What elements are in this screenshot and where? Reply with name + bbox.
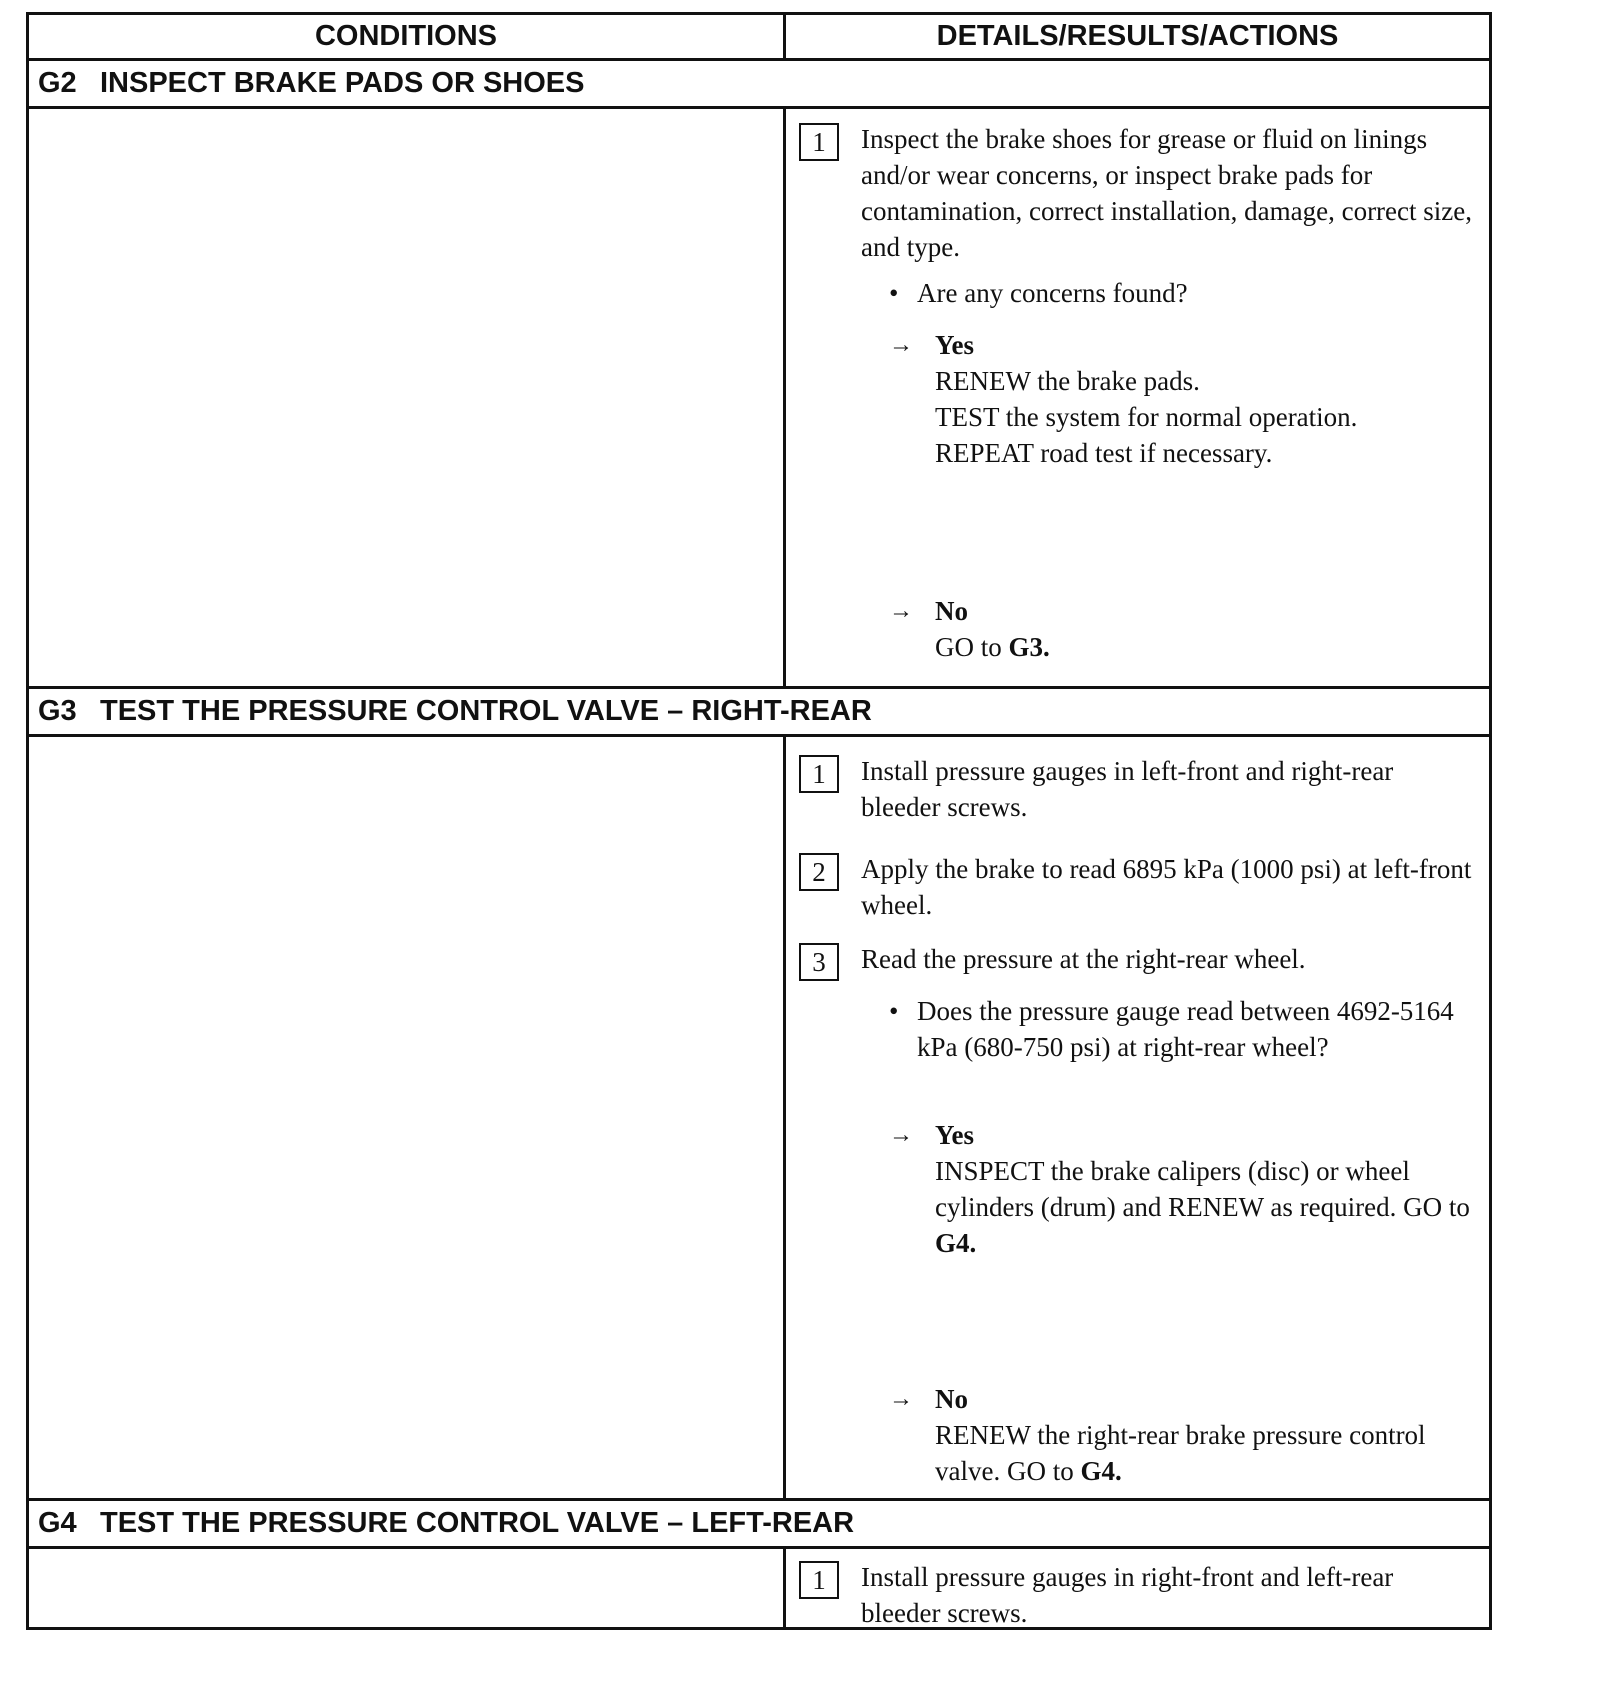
details-cell [789, 1549, 1489, 1630]
yes-branch [889, 1117, 1475, 1261]
no-action [935, 629, 1475, 665]
goto-link-g4[interactable]: G4. [1080, 1456, 1122, 1486]
step-1 [799, 121, 1475, 265]
step-1 [799, 753, 1475, 825]
yes-action-line: RENEW the brake pads. [935, 366, 1200, 396]
question-bullet [889, 275, 1475, 311]
table-header [29, 15, 1489, 61]
details-cell [789, 737, 1489, 1498]
goto-link-g3[interactable]: G3. [1008, 632, 1050, 662]
question-text: Does the pressure gauge read between 4692-5164 kPa (680-750 psi) at right-rear wheel? [917, 996, 1454, 1062]
no-label: No [935, 1384, 968, 1414]
no-action [935, 1417, 1475, 1489]
bullet-icon: • [889, 996, 899, 1026]
yes-label: Yes [935, 1120, 974, 1150]
step-number-box: 2 [799, 853, 839, 891]
no-branch [889, 593, 1475, 665]
section-code: G3 [38, 695, 77, 727]
diagnostic-table [26, 12, 1492, 1630]
yes-label: Yes [935, 330, 974, 360]
step-number-box: 1 [799, 1561, 839, 1599]
step-text: Install pressure gauges in right-front and left-rear bleeder screws. [861, 1562, 1394, 1628]
section-title: INSPECT BRAKE PADS OR SHOES [100, 67, 585, 99]
details-cell [789, 109, 1489, 686]
section-title: TEST THE PRESSURE CONTROL VALVE – LEFT-REAR [100, 1507, 855, 1539]
section-g3-heading [29, 689, 1489, 737]
yes-action-text: INSPECT the brake calipers (disc) or wheel cylinders (drum) and RENEW as required. GO to [935, 1156, 1470, 1222]
yes-action-line: TEST the system for normal operation. [935, 402, 1358, 432]
section-g2-body [29, 109, 1489, 689]
conditions-column-header: CONDITIONS [29, 15, 786, 58]
no-label: No [935, 596, 968, 626]
arrow-right-icon: → [889, 1122, 913, 1148]
section-g2-heading [29, 61, 1489, 109]
section-code: G2 [38, 67, 77, 99]
arrow-right-icon: → [889, 332, 913, 358]
step-1 [799, 1559, 1475, 1631]
no-action-text: GO to [935, 632, 1009, 662]
question-bullet [889, 993, 1475, 1065]
step-3 [799, 941, 1475, 977]
section-g4-heading [29, 1501, 1489, 1549]
yes-branch [889, 327, 1475, 471]
section-g4-body [29, 1549, 1489, 1630]
section-g3-body [29, 737, 1489, 1501]
step-text: Inspect the brake shoes for grease or fluid on linings and/or wear concerns, or inspect brake pads for contamination, correct installation, damage, correct size, and type. [861, 124, 1472, 262]
no-branch [889, 1381, 1475, 1489]
step-text: Read the pressure at the right-rear wheel. [861, 944, 1306, 974]
bullet-icon: • [889, 278, 899, 308]
conditions-cell [29, 737, 786, 1498]
question-text: Are any concerns found? [917, 278, 1188, 308]
arrow-right-icon: → [889, 598, 913, 624]
conditions-cell [29, 1549, 786, 1630]
step-text: Install pressure gauges in left-front and right-rear bleeder screws. [861, 756, 1394, 822]
step-number-box: 1 [799, 123, 839, 161]
section-title: TEST THE PRESSURE CONTROL VALVE – RIGHT-REAR [100, 695, 872, 727]
details-column-header: DETAILS/RESULTS/ACTIONS [936, 20, 1339, 52]
step-text: Apply the brake to read 6895 kPa (1000 psi) at left-front wheel. [861, 854, 1472, 920]
goto-link-g4[interactable]: G4. [935, 1228, 977, 1258]
section-code: G4 [38, 1507, 77, 1539]
arrow-right-icon: → [889, 1386, 913, 1412]
yes-action-line: REPEAT road test if necessary. [935, 438, 1273, 468]
step-2 [799, 851, 1475, 923]
yes-action [935, 1153, 1475, 1261]
no-action-text: RENEW the right-rear brake pressure control valve. GO to [935, 1420, 1426, 1486]
step-number-box: 3 [799, 943, 839, 981]
conditions-cell [29, 109, 786, 686]
step-number-box: 1 [799, 755, 839, 793]
